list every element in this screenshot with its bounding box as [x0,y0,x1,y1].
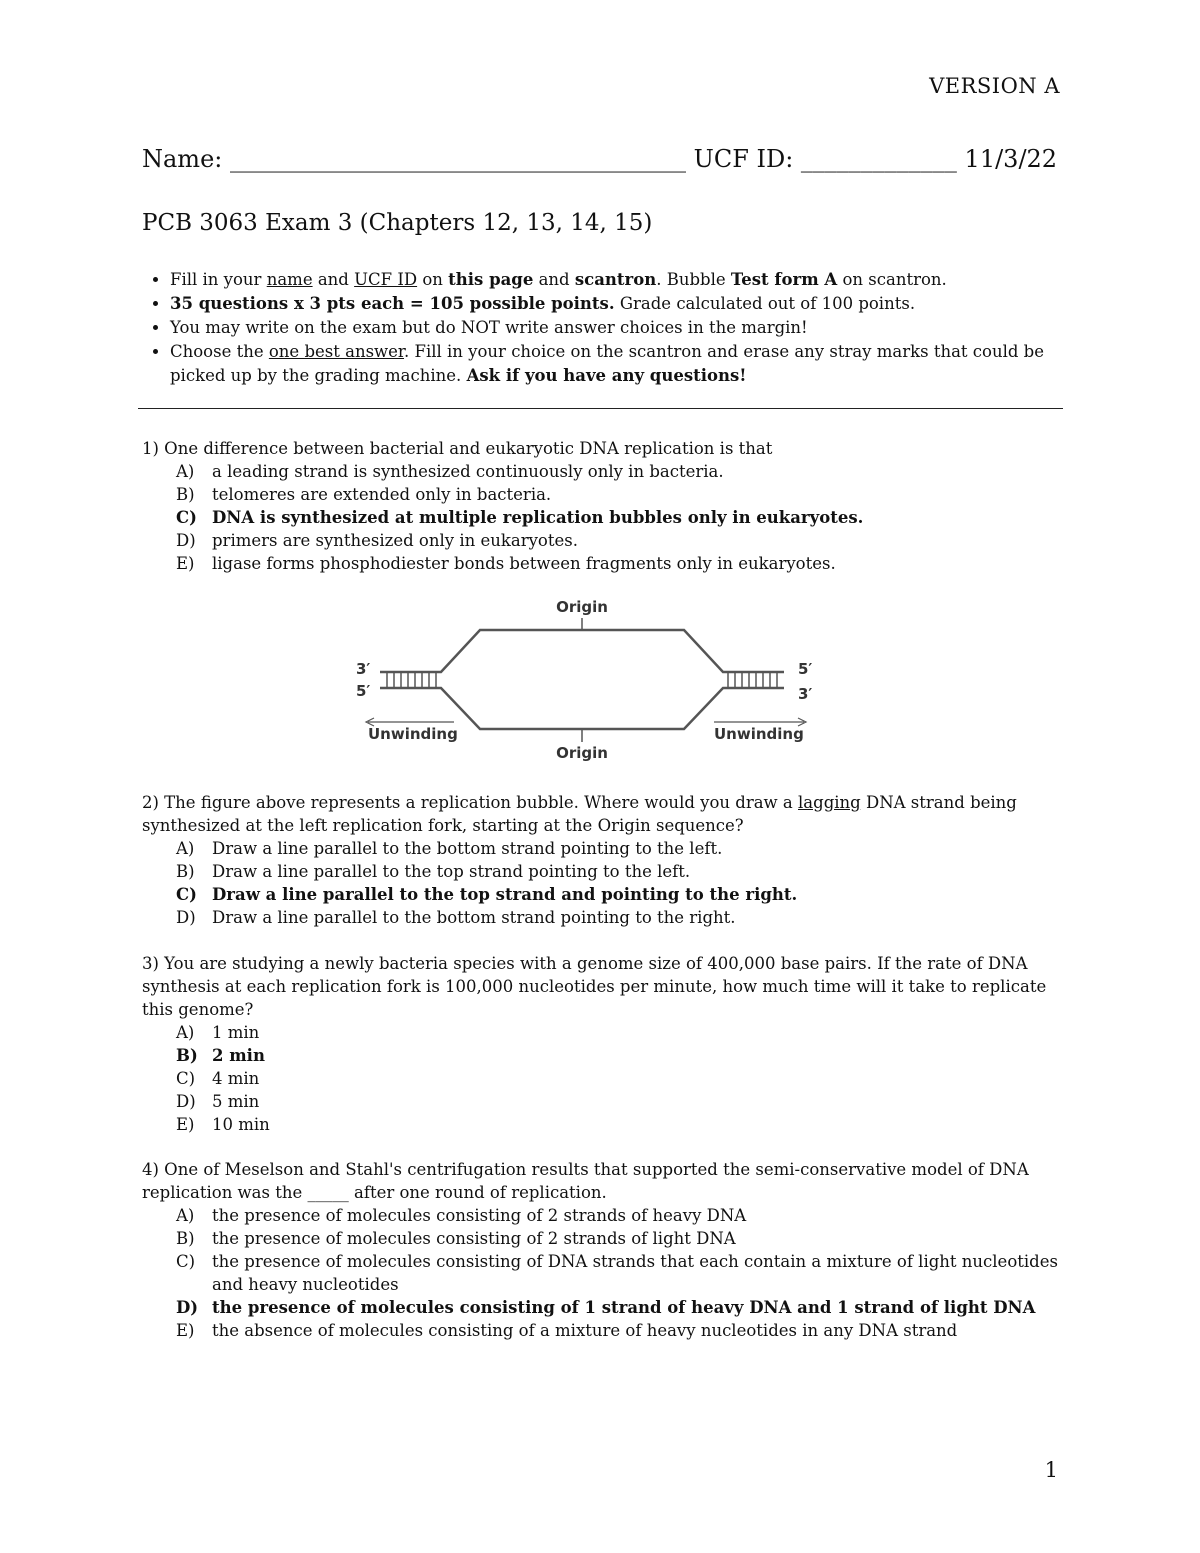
answer-option: E) ligase forms phosphodiester bonds between fragments only in eukaryotes. [176,554,836,573]
answer-option: D) Draw a line parallel to the bottom strand pointing to the right. [176,908,736,927]
origin-top-label: Origin [556,598,608,616]
question-3 [142,952,1062,1136]
right-unwinding-label: Unwinding [714,725,804,743]
left-bottom-end-label: 5′ [356,682,371,700]
answer-option: D) primers are synthesized only in eukaryotes. [176,531,578,550]
answer-option: A) the presence of molecules consisting of 2 strands of heavy DNA [176,1206,747,1225]
answer-option-correct: C) DNA is synthesized at multiple replication bubbles only in eukaryotes. [176,508,864,527]
question-stem: 4) One of Meselson and Stahl's centrifugation results that supported the semi-conservative model of DNA replication was the _____ after one round of replication. [142,1160,1029,1202]
answer-options [142,837,1062,929]
answer-options [142,1204,1062,1342]
bottom-strand [380,688,784,729]
answer-option: A) Draw a line parallel to the bottom strand pointing to the left. [176,839,723,858]
answer-option: B) Draw a line parallel to the top strand pointing to the left. [176,862,691,881]
question-stem: 3) You are studying a newly bacteria species with a genome size of 400,000 base pairs. If the rate of DNA synthesis at each replication fork is 100,000 nucleotides per minute, how much time will it take to replicate this genome? [142,954,1047,1019]
answer-option: E) 10 min [176,1115,270,1134]
instruction-item: • You may write on the exam but do NOT write answer choices in the margin! [170,316,1090,340]
answer-options [142,1021,1062,1136]
instruction-item: • Choose the one best answer. Fill in your choice on the scantron and erase any stray marks that could be picked up by the grading machine. Ask if you have any questions! [170,340,1090,388]
answer-options [142,460,1062,575]
answer-option: D) 5 min [176,1092,260,1111]
answer-option: E) the absence of molecules consisting of a mixture of heavy nucleotides in any DNA strand [176,1321,958,1340]
question-1 [142,437,1062,575]
page-number: 1 [1044,1458,1058,1482]
answer-option: B) the presence of molecules consisting of 2 strands of light DNA [176,1229,736,1248]
right-top-end-label: 5′ [798,660,813,678]
answer-option: A) a leading strand is synthesized continuously only in bacteria. [176,462,724,481]
left-top-end-label: 3′ [356,660,371,678]
divider [138,408,1063,409]
answer-option-correct: D) the presence of molecules consisting of 1 strand of heavy DNA and 1 strand of light DNA [176,1298,1036,1317]
instruction-item: • 35 questions x 3 pts each = 105 possible points. Grade calculated out of 100 points. [170,292,1090,316]
version-label: VERSION A [929,74,1060,98]
top-strand [380,630,784,672]
answer-option-correct: B) 2 min [176,1046,265,1065]
exam-title: PCB 3063 Exam 3 (Chapters 12, 13, 14, 15) [142,210,653,236]
question-stem: 1) One difference between bacterial and eukaryotic DNA replication is that [142,439,773,458]
answer-option-correct: C) Draw a line parallel to the top strand and pointing to the right. [176,885,798,904]
instructions-list [142,268,1090,388]
name-id-date-line: Name: ______________________________________ UCF ID: _____________ 11/3/22 [142,145,1058,173]
answer-option: A) 1 min [176,1023,260,1042]
left-unwinding-label: Unwinding [368,725,458,743]
answer-option: C) the presence of molecules consisting of DNA strands that each contain a mixture of light nucleotides and heavy nucleotides [176,1252,1058,1294]
right-base-pairs [728,672,777,688]
origin-bottom-label: Origin [556,744,608,762]
answer-option: B) telomeres are extended only in bacteria. [176,485,552,504]
replication-bubble-figure [352,592,822,772]
instruction-item: • Fill in your name and UCF ID on this page and scantron. Bubble Test form A on scantron. [170,268,1090,292]
answer-option: C) 4 min [176,1069,260,1088]
question-2 [142,791,1062,929]
question-4 [142,1158,1062,1342]
question-stem: 2) The figure above represents a replication bubble. Where would you draw a lagging DNA strand being synthesized at the left replication fork, starting at the Origin sequence? [142,793,1017,835]
right-bottom-end-label: 3′ [798,685,813,703]
left-base-pairs [387,672,436,688]
